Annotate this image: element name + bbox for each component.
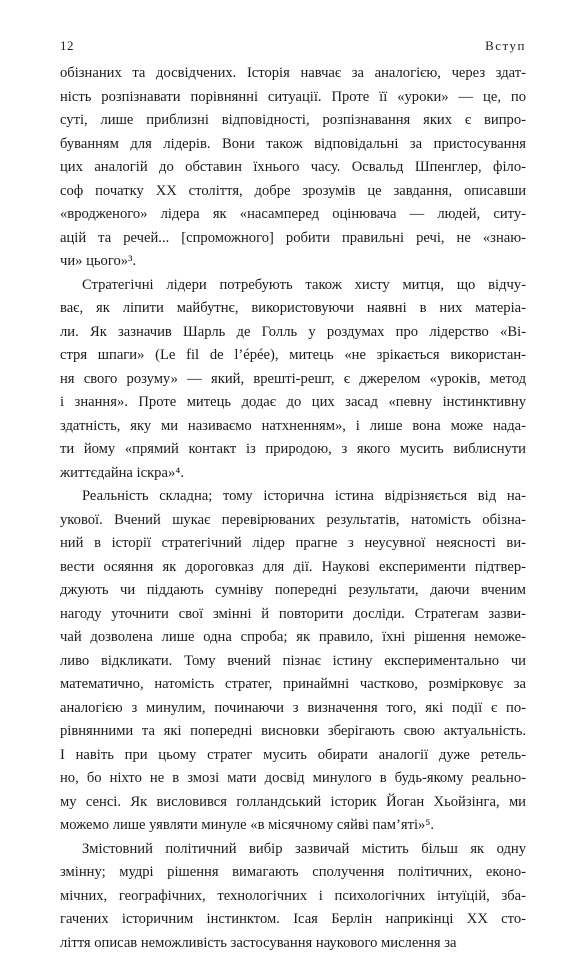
text-line: ацій та речей... [спроможного] робити правильні речі, не «знаю- (60, 227, 526, 251)
text-line: ливо відкликати. Тому вчений пізнає істину експериментально чи (60, 650, 526, 674)
text-line: ли. Як зазначив Шарль де Голль у роздумах про лідерство «Ві- (60, 321, 526, 345)
text-line: життєдайна іскра»⁴. (60, 462, 526, 486)
text-line: джують чи піддають сумніву попередні результати, даючи вченим (60, 579, 526, 603)
text-line: Змістовний політичний вибір зазвичай містить більш як одну (60, 838, 526, 862)
text-line: чи» цього»³. (60, 250, 526, 274)
text-line: ний в історії стратегічний лідер прагне з неусувної неясності ви- (60, 532, 526, 556)
text-line: змінну; мудрі рішення вимагають сполучення політичних, еконо- (60, 861, 526, 885)
paragraph (60, 485, 526, 838)
text-line: ня свого розуму» — який, врешті-решт, є джерелом «уроків, метод (60, 368, 526, 392)
text-line: му сенсі. Як висловився голландський історик Йоган Хьойзінга, ми (60, 791, 526, 815)
text-line: математично, натомість стратег, принаймні частково, розмірковує за (60, 673, 526, 697)
text-line: чай дозволена лише одна спроба; як правило, їхні рішення неможе- (60, 626, 526, 650)
text-line: цих аналогій до обставин їхнього часу. Освальд Шпенглер, філо- (60, 156, 526, 180)
page-number: 12 (60, 38, 74, 54)
text-line: і знання». Проте митець додає до цих засад «певну інстинктивну (60, 391, 526, 415)
text-line: нагоду уточнити свої змінні й повторити досліди. Стратегам зазви- (60, 603, 526, 627)
text-line: ти йому «прямий контакт із природою, з якого мусить виблиснути (60, 438, 526, 462)
section-title: Вступ (485, 38, 526, 54)
text-line: ває, як ліпити майбутнє, використовуючи наявні в них матеріа- (60, 297, 526, 321)
text-line: стря шпаги» (Le fil de l’épée), митець «не зрікається використан- (60, 344, 526, 368)
text-line: І навіть при цьому стратег мусить обирати аналогії дуже ретель- (60, 744, 526, 768)
text-line: укової. Вчений шукає перевірюваних результатів, натомість обізна- (60, 509, 526, 533)
text-line: соф початку XX століття, добре зрозумів це завдання, описавши (60, 180, 526, 204)
text-line: ліття описав неможливість застосування наукового мислення за (60, 932, 526, 955)
text-line: Стратегічні лідери потребують також хисту митця, що відчу- (60, 274, 526, 298)
text-line: ність розпізнавати порівнянні ситуації. Проте її «уроки» — це, по (60, 86, 526, 110)
paragraph (60, 62, 526, 274)
text-line: можемо лише уявляти минуле «в місячному сяйві пам’яті»⁵. (60, 814, 526, 838)
text-line: гачених історичним інстинктом. Ісая Берлін наприкінці XX сто- (60, 908, 526, 932)
text-line: здатність, яку ми називаємо натхненням», і лише вона може нада- (60, 415, 526, 439)
paragraph (60, 274, 526, 486)
text-line: аналогією з минулим, починаючи з визначення того, які події є по- (60, 697, 526, 721)
text-line: Реальність складна; тому історична істина відрізняється від на- (60, 485, 526, 509)
text-line: обізнаних та досвідчених. Історія навчає за аналогією, через здат- (60, 62, 526, 86)
text-line: вести осяяння як дороговказ для дії. Наукові експерименти підтвер- (60, 556, 526, 580)
running-header (60, 38, 526, 56)
text-line: буванням для лідерів. Вони також відповідальні за пристосування (60, 133, 526, 157)
text-line: суті, лише приблизні відповідності, розпізнавання яких є випро- (60, 109, 526, 133)
text-line: рівнянними та які попередні висновки зберігають свою актуальність. (60, 720, 526, 744)
body-text (60, 62, 526, 955)
text-line: мічних, географічних, технологічних і психологічних інтуїцій, зба- (60, 885, 526, 909)
paragraph (60, 838, 526, 955)
text-line: «вродженого» лідера як «насамперед оцінювача — людей, ситу- (60, 203, 526, 227)
text-line: но, бо ніхто не в змозі мати досвід минулого в будь-якому реально- (60, 767, 526, 791)
